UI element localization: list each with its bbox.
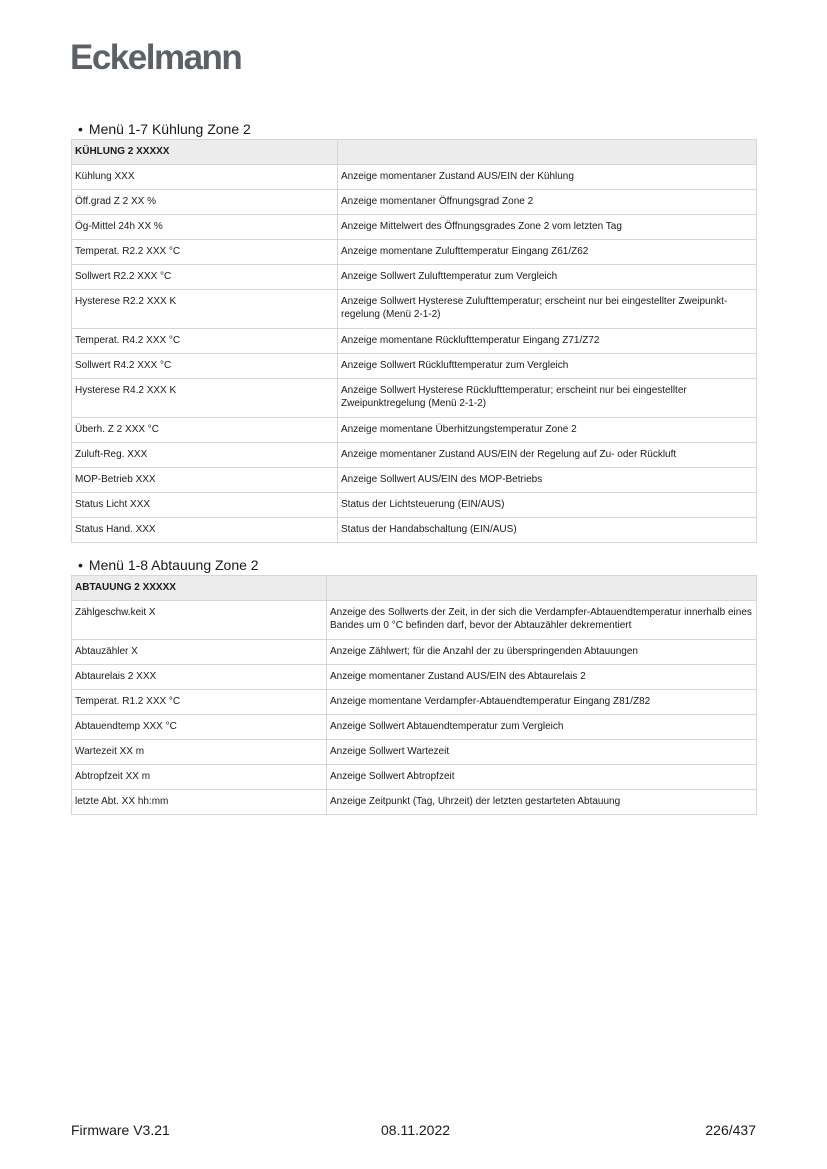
- table-row: [72, 468, 757, 493]
- table-row: [72, 443, 757, 468]
- section-title-menu-1-7: [78, 121, 251, 137]
- description-cell: Anzeige Sollwert Zulufttemperatur zum Vergleich: [338, 265, 757, 290]
- description-cell: Status der Lichtsteuerung (EIN/AUS): [338, 493, 757, 518]
- table-header-cell: [338, 140, 757, 165]
- parameter-cell: Temperat. R1.2 XXX °C: [72, 690, 327, 715]
- description-cell: Anzeige Mittelwert des Öffnungsgrades Zone 2 vom letzten Tag: [338, 215, 757, 240]
- table-row: [72, 715, 757, 740]
- parameter-cell: Hysterese R4.2 XXX K: [72, 379, 338, 418]
- table-row: [72, 765, 757, 790]
- parameter-cell: Zählgeschw.keit X: [72, 601, 327, 640]
- parameter-cell: Zuluft-Reg. XXX: [72, 443, 338, 468]
- description-cell: Anzeige momentaner Zustand AUS/EIN der Kühlung: [338, 165, 757, 190]
- description-cell: Anzeige momentane Verdampfer-Abtauendtemperatur Eingang Z81/Z82: [327, 690, 757, 715]
- parameter-cell: Kühlung XXX: [72, 165, 338, 190]
- table-row: [72, 354, 757, 379]
- parameter-cell: Status Hand. XXX: [72, 518, 338, 543]
- bullet-icon: •: [78, 557, 83, 573]
- parameter-cell: letzte Abt. XX hh:mm: [72, 790, 327, 815]
- description-cell: Anzeige Zeitpunkt (Tag, Uhrzeit) der letzten gestarteten Abtauung: [327, 790, 757, 815]
- footer-date: 08.11.2022: [381, 1122, 451, 1138]
- parameter-cell: Abtauendtemp XXX °C: [72, 715, 327, 740]
- parameter-cell: Öff.grad Z 2 XX %: [72, 190, 338, 215]
- parameter-cell: Wartezeit XX m: [72, 740, 327, 765]
- table-kuehlung-zone-2: [71, 139, 757, 543]
- table-row: [72, 493, 757, 518]
- table-header-cell: ABTAUUNG 2 XXXXX: [72, 576, 327, 601]
- description-cell: Anzeige Sollwert Wartezeit: [327, 740, 757, 765]
- description-cell: Anzeige Sollwert Abtauendtemperatur zum Vergleich: [327, 715, 757, 740]
- table-header-cell: [327, 576, 757, 601]
- description-cell: Status der Handabschaltung (EIN/AUS): [338, 518, 757, 543]
- parameter-cell: Sollwert R4.2 XXX °C: [72, 354, 338, 379]
- description-cell: Anzeige momentane Zulufttemperatur Eingang Z61/Z62: [338, 240, 757, 265]
- description-cell: Anzeige Sollwert Hysterese Rücklufttemperatur; erscheint nur bei eingestellter Zweipunktregelung (Menü 2-1-2): [338, 379, 757, 418]
- parameter-cell: Temperat. R2.2 XXX °C: [72, 240, 338, 265]
- description-cell: Anzeige Zählwert; für die Anzahl der zu überspringenden Abtauungen: [327, 640, 757, 665]
- description-cell: Anzeige momentaner Öffnungsgrad Zone 2: [338, 190, 757, 215]
- parameter-cell: Abtaurelais 2 XXX: [72, 665, 327, 690]
- table-row: [72, 740, 757, 765]
- table-row: [72, 290, 757, 329]
- description-cell: Anzeige momentane Rücklufttemperatur Eingang Z71/Z72: [338, 329, 757, 354]
- footer-firmware: Firmware V3.21: [71, 1122, 170, 1138]
- description-cell: Anzeige Sollwert AUS/EIN des MOP-Betriebs: [338, 468, 757, 493]
- section-title-text: Menü 1-7 Kühlung Zone 2: [88, 121, 251, 137]
- table-row: [72, 690, 757, 715]
- table-header-cell: KÜHLUNG 2 XXXXX: [72, 140, 338, 165]
- parameter-cell: Hysterese R2.2 XXX K: [72, 290, 338, 329]
- description-cell: Anzeige momentaner Zustand AUS/EIN des Abtaurelais 2: [327, 665, 757, 690]
- parameter-cell: Überh. Z 2 XXX °C: [72, 418, 338, 443]
- table-row: [72, 601, 757, 640]
- section-title-menu-1-8: [78, 557, 259, 573]
- table-row: [72, 518, 757, 543]
- table-row: [72, 640, 757, 665]
- description-cell: Anzeige momentane Überhitzungstemperatur Zone 2: [338, 418, 757, 443]
- description-cell: Anzeige Sollwert Rücklufttemperatur zum Vergleich: [338, 354, 757, 379]
- table-row: [72, 240, 757, 265]
- section-title-text: Menü 1-8 Abtauung Zone 2: [88, 557, 259, 573]
- description-cell: Anzeige Sollwert Abtropfzeit: [327, 765, 757, 790]
- description-cell: Anzeige Sollwert Hysterese Zulufttemperatur; erscheint nur bei eingestellter Zweipunkt-regelung (Menü 2-1-2): [338, 290, 757, 329]
- parameter-cell: Sollwert R2.2 XXX °C: [72, 265, 338, 290]
- parameter-cell: Status Licht XXX: [72, 493, 338, 518]
- footer-page-number: 226/437: [705, 1122, 756, 1138]
- description-cell: Anzeige momentaner Zustand AUS/EIN der Regelung auf Zu- oder Rückluft: [338, 443, 757, 468]
- table-row: [72, 165, 757, 190]
- table-row: [72, 418, 757, 443]
- eckelmann-logo: Eckelmann: [70, 38, 242, 77]
- table-row: [72, 265, 757, 290]
- table-row: [72, 215, 757, 240]
- parameter-cell: Temperat. R4.2 XXX °C: [72, 329, 338, 354]
- table-row: [72, 329, 757, 354]
- parameter-cell: Abtauzähler X: [72, 640, 327, 665]
- table-abtauung-zone-2: [71, 575, 757, 815]
- parameter-cell: MOP-Betrieb XXX: [72, 468, 338, 493]
- table-row: [72, 790, 757, 815]
- table-row: [72, 665, 757, 690]
- table-header-row: [72, 140, 757, 165]
- table-row: [72, 190, 757, 215]
- description-cell: Anzeige des Sollwerts der Zeit, in der sich die Verdampfer-Abtauendtemperatur innerhalb eines Bandes um 0 °C befinden darf, bevor der Abtauzähler dekrementiert: [327, 601, 757, 640]
- table-row: [72, 379, 757, 418]
- table-header-row: [72, 576, 757, 601]
- parameter-cell: Abtropfzeit XX m: [72, 765, 327, 790]
- bullet-icon: •: [78, 121, 83, 137]
- parameter-cell: Ög-Mittel 24h XX %: [72, 215, 338, 240]
